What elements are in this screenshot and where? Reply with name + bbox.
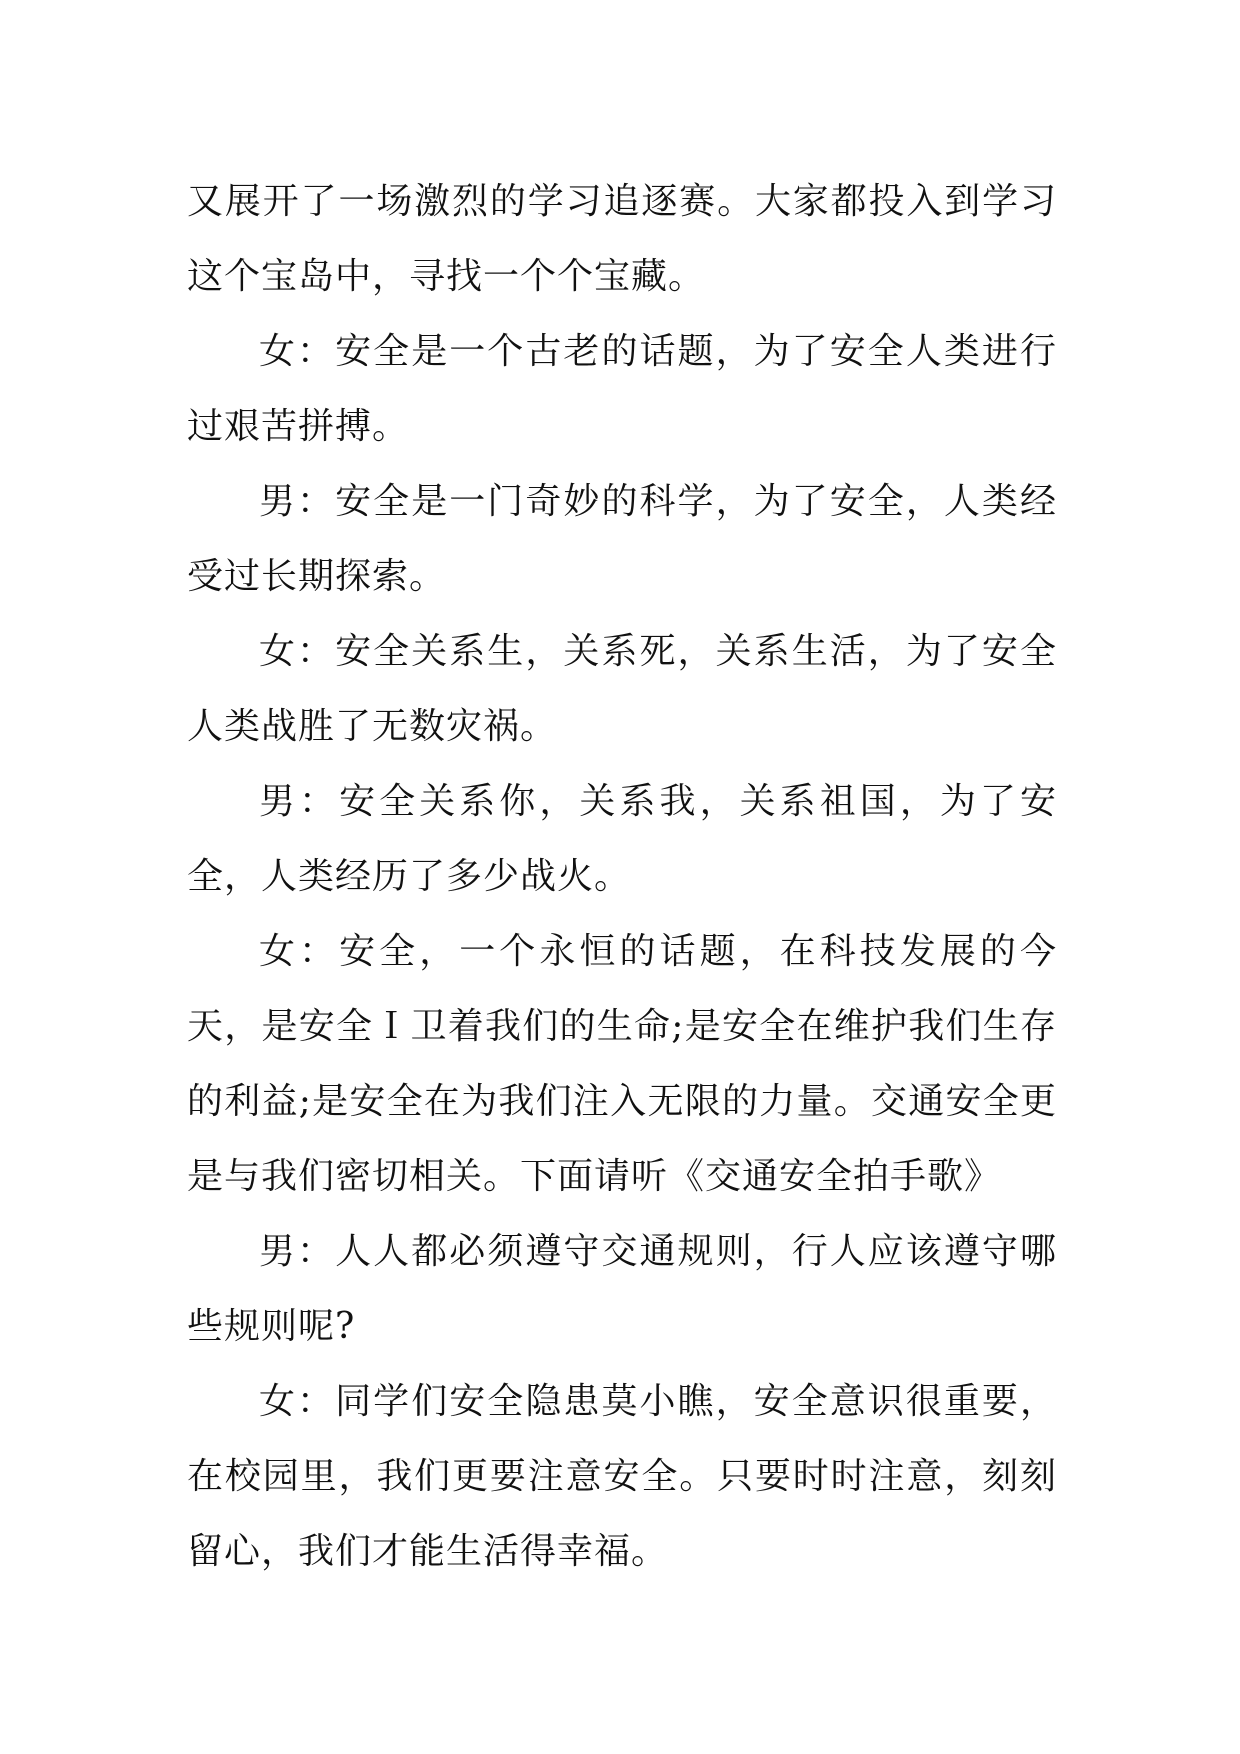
- paragraph-continuation: 又展开了一场激烈的学习追逐赛。大家都投入到学习这个宝岛中，寻找一个个宝藏。: [187, 181, 1057, 297]
- paragraph-female-4: 女：同学们安全隐患莫小瞧，安全意识很重要，在校园里，我们更要注意安全。只要时时注意，刻刻留心，我们才能生活得幸福。: [187, 1381, 1057, 1572]
- paragraph-male-2: 男：安全关系你，关系我，关系祖国，为了安全，人类经历了多少战火。: [187, 781, 1057, 897]
- paragraph-female-1: 女：安全是一个古老的话题，为了安全人类进行过艰苦拼搏。: [187, 331, 1057, 447]
- paragraph-male-1: 男：安全是一门奇妙的科学，为了安全，人类经受过长期探索。: [187, 481, 1057, 597]
- body-text: [187, 164, 1057, 1589]
- paragraph-female-3: 女：安全，一个永恒的话题，在科技发展的今天，是安全Ｉ卫着我们的生命;是安全在维护我们生存的利益;是安全在为我们注入无限的力量。交通安全更是与我们密切相关。下面请听《交通安全拍手歌》: [187, 931, 1057, 1197]
- paragraph-female-2: 女：安全关系生，关系死，关系生活，为了安全人类战胜了无数灾祸。: [187, 631, 1057, 747]
- paragraph-male-3: 男：人人都必须遵守交通规则，行人应该遵守哪些规则呢?: [187, 1231, 1057, 1347]
